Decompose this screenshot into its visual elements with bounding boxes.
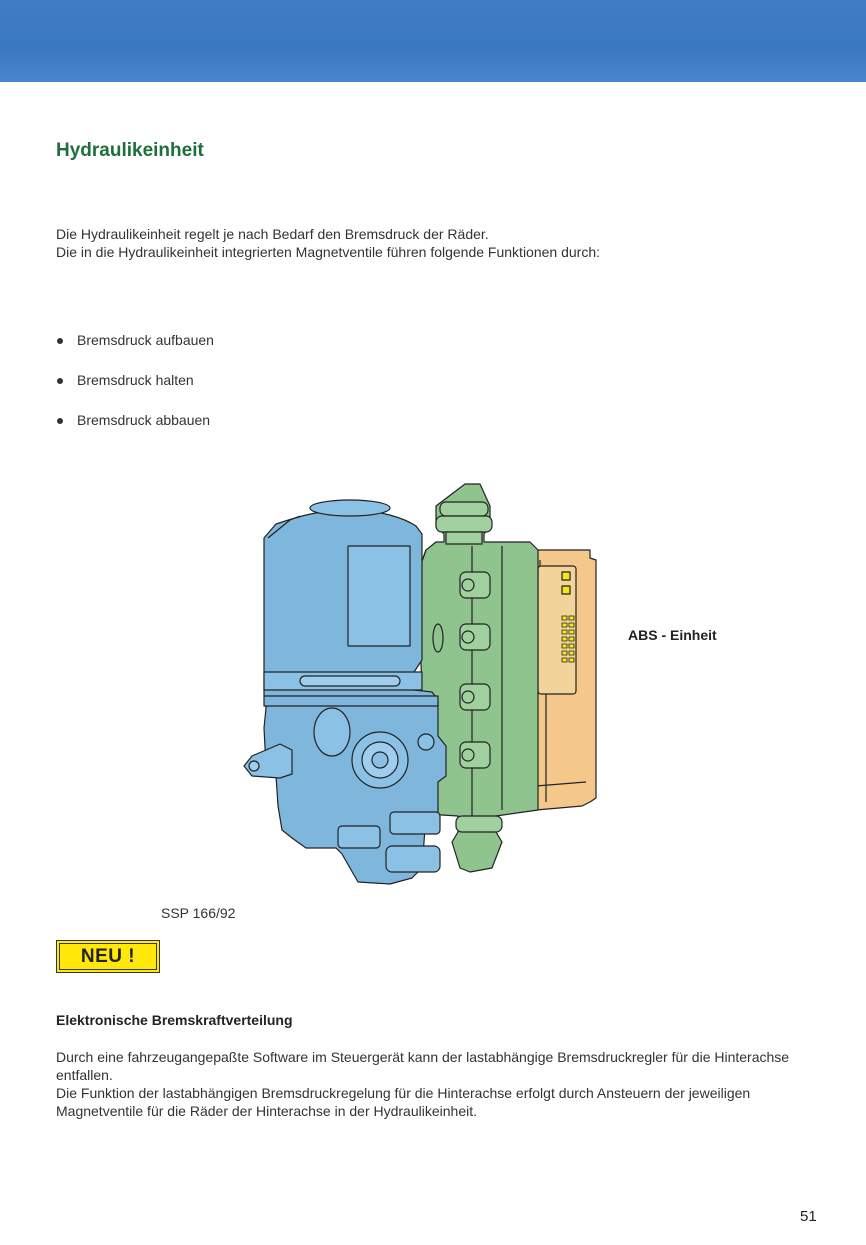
figure-label: ABS - Einheit [628,627,717,643]
new-badge: NEU ! [56,940,160,973]
page-number: 51 [800,1208,817,1225]
list-item: Bremsdruck abbauen [56,411,214,430]
control-unit [533,550,596,810]
section-body [56,1048,806,1120]
figure-caption: SSP 166/92 [161,905,236,921]
abs-unit-illustration [240,476,610,896]
intro-line: Die in die Hydraulikeinheit integrierten Magnetventile führen folgende Funktionen durch: [56,244,600,260]
intro-text [56,225,836,261]
page-title: Hydraulikeinheit [56,140,204,161]
paragraph: Die Funktion der lastabhängigen Bremsdruckregelung für die Hinterachse erfolgt durch Ansteuern der jeweiligen Magnetventile für die Räder der Hinterachse in der Hydraulikeinheit. [56,1085,751,1119]
section-heading: Elektronische Bremskraftverteilung [56,1012,293,1028]
list-item: Bremsdruck halten [56,371,214,390]
paragraph: Durch eine fahrzeugangepaßte Software im Steuergerät kann der lastabhängige Bremsdruckregler für die Hinterachse entfallen. [56,1049,790,1083]
function-list [56,331,214,451]
intro-line: Die Hydraulikeinheit regelt je nach Bedarf den Bremsdruck der Räder. [56,226,489,242]
header-band [0,0,866,82]
list-item: Bremsdruck aufbauen [56,331,214,350]
pump-motor [244,500,446,884]
